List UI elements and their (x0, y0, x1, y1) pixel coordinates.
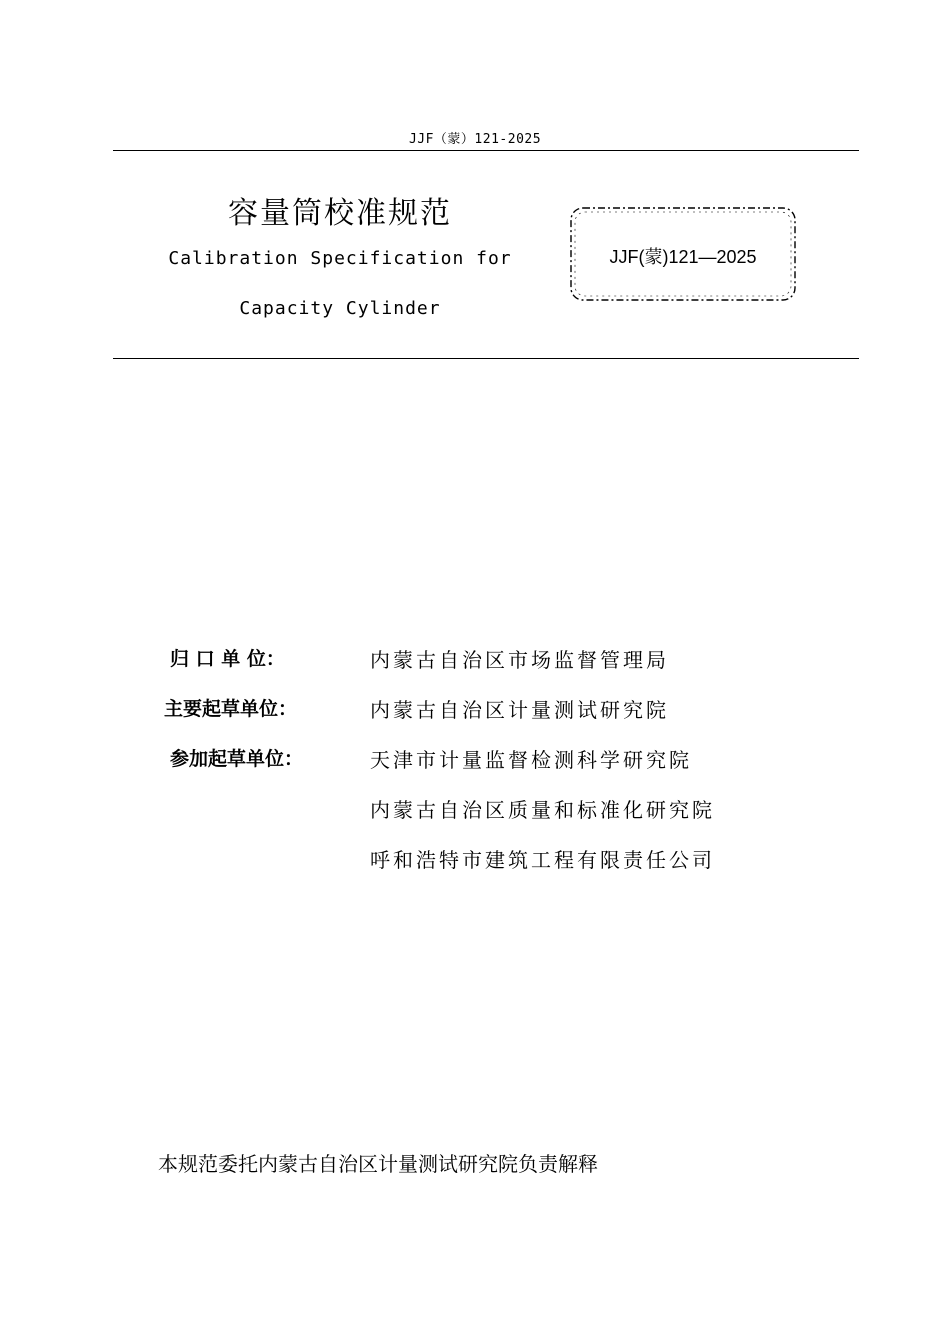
running-header-code: JJF（蒙）121-2025 (408, 132, 542, 147)
org-row-main-drafting (0, 694, 950, 724)
interpretation-note: 本规范委托内蒙古自治区计量测试研究院负责解释 (158, 1152, 598, 1176)
org-value-participating-2: 内蒙古自治区质量和标准化研究院 (370, 798, 715, 822)
org-row-participating-2 (0, 794, 950, 824)
standard-code-text: JJF(蒙)121—2025 (609, 247, 757, 267)
title-block-rule (113, 358, 859, 359)
org-value-responsible: 内蒙古自治区市场监督管理局 (370, 648, 669, 672)
header-rule (113, 150, 859, 151)
org-label-participating: 参加起草单位： (170, 748, 304, 770)
org-row-responsible (0, 644, 950, 674)
org-row-participating-3 (0, 844, 950, 874)
org-label-responsible: 归 口 单 位： (170, 648, 285, 670)
title-english-line2: Capacity Cylinder (239, 298, 441, 319)
title-chinese: 容量筒校准规范 (228, 196, 452, 231)
org-value-participating-1: 天津市计量监督检测科学研究院 (370, 748, 692, 772)
org-row-participating (0, 744, 950, 774)
standard-code-badge (568, 205, 798, 303)
title-english-line1: Calibration Specification for (168, 248, 512, 269)
org-value-participating-3: 呼和浩特市建筑工程有限责任公司 (370, 848, 715, 872)
org-label-main-drafting: 主要起草单位： (164, 698, 298, 720)
org-value-main-drafting: 内蒙古自治区计量测试研究院 (370, 698, 669, 722)
